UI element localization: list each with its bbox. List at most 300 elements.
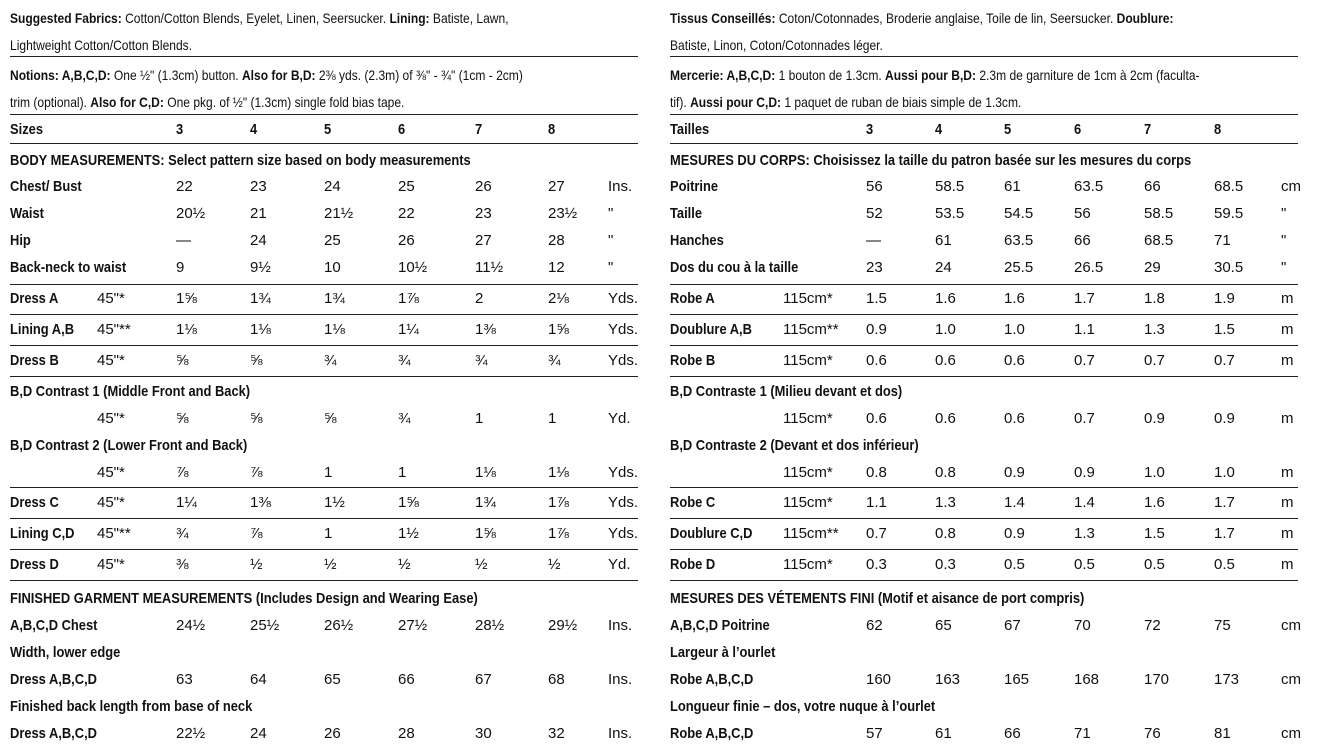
row-value: ½ xyxy=(475,556,488,573)
row-value: 2⅛ xyxy=(548,290,569,307)
row-value: 1 xyxy=(398,464,407,481)
row-value: 24 xyxy=(935,259,952,276)
row-value: 70 xyxy=(1074,617,1091,634)
row-value: 68 xyxy=(548,671,565,688)
row-label: Lining A,B xyxy=(10,321,75,338)
unit: " xyxy=(1281,259,1287,276)
row-value: 0.8 xyxy=(935,525,956,542)
row-value: 9 xyxy=(176,259,185,276)
row-value: 54.5 xyxy=(1004,205,1034,222)
row-value: 56 xyxy=(1074,205,1091,222)
also-cd-label: Aussi pour C,D: xyxy=(690,94,782,110)
finished-chest-row xyxy=(10,612,638,639)
divider xyxy=(670,345,1298,346)
row-value: 25 xyxy=(324,232,341,249)
row-value: 0.3 xyxy=(866,556,887,573)
yardage-row xyxy=(10,489,638,516)
divider xyxy=(670,114,1298,115)
row-value: 1 xyxy=(324,464,333,481)
row-value: 72 xyxy=(1144,617,1161,634)
unit: m xyxy=(1281,352,1294,369)
row-value: 1.1 xyxy=(866,494,887,511)
divider xyxy=(670,376,1298,377)
fabric-width: 45"* xyxy=(97,410,125,427)
row-value: 68.5 xyxy=(1214,178,1244,195)
row-value: 0.6 xyxy=(1004,352,1025,369)
row-value: 1.5 xyxy=(866,290,887,307)
fabric-width: 45"** xyxy=(97,525,131,542)
notions-line2: trim (optional). xyxy=(10,94,91,110)
unit: cm xyxy=(1281,617,1301,634)
fabric-width: 115cm** xyxy=(783,321,839,338)
row-value: 12 xyxy=(548,259,565,276)
row-value: 58.5 xyxy=(935,178,965,195)
unit: Yds. xyxy=(608,352,639,369)
row-value: 1 xyxy=(548,410,557,427)
row-value: ⅝ xyxy=(250,352,263,369)
notions-text2b: One pkg. of ½" (1.3cm) single fold bias tape. xyxy=(163,94,405,110)
row-value: 1.5 xyxy=(1144,525,1165,542)
row-value: 0.9 xyxy=(1074,464,1095,481)
divider xyxy=(10,487,638,488)
row-value: 1.0 xyxy=(1214,464,1235,481)
row-value: 66 xyxy=(398,671,415,688)
fabrics-text: Cotton/Cotton Blends, Eyelet, Linen, Seersucker. xyxy=(121,10,390,26)
contrast1-row xyxy=(670,405,1298,432)
row-value: 0.7 xyxy=(1214,352,1235,369)
also-bd-label: Also for B,D: xyxy=(241,67,316,83)
divider xyxy=(670,580,1298,581)
row-label: A,B,C,D Chest xyxy=(10,617,98,634)
fabric-width: 115cm* xyxy=(783,352,833,369)
unit: Yds. xyxy=(608,321,639,338)
unit: cm xyxy=(1281,725,1301,742)
body-measurements-title: BODY MEASUREMENTS: Select pattern size based on body measurements xyxy=(10,152,471,169)
body-row xyxy=(10,254,638,281)
finished-back-row xyxy=(670,720,1301,747)
body-row xyxy=(670,227,1298,254)
row-label: Doublure A,B xyxy=(670,321,752,338)
unit: " xyxy=(1281,232,1287,249)
row-value: 71 xyxy=(1074,725,1091,742)
row-label: Robe B xyxy=(670,352,716,369)
fabrics-note xyxy=(10,5,638,59)
row-value: 0.9 xyxy=(1144,410,1165,427)
row-value: 1⅝ xyxy=(475,525,496,542)
row-value: 163 xyxy=(935,671,961,688)
body-measurements-title: MESURES DU CORPS: Choisissez la taille du patron basée sur les mesures du corps xyxy=(670,152,1192,169)
row-value: 3 xyxy=(866,121,874,138)
fabric-width: 115cm* xyxy=(783,410,833,427)
row-value: 76 xyxy=(1144,725,1161,742)
row-label: Waist xyxy=(10,205,44,222)
row-value: 0.6 xyxy=(1004,410,1025,427)
row-value: 23 xyxy=(475,205,492,222)
row-value: 65 xyxy=(935,617,952,634)
row-value: 53.5 xyxy=(935,205,965,222)
row-value: 27 xyxy=(548,178,565,195)
row-value: 1.7 xyxy=(1214,525,1235,542)
row-value: 32 xyxy=(548,725,565,742)
unit: " xyxy=(1281,205,1287,222)
row-value: 26 xyxy=(475,178,492,195)
yardage-row xyxy=(670,285,1298,312)
fabrics-line2: Lightweight Cotton/Cotton Blends. xyxy=(10,37,193,53)
row-value: — xyxy=(866,232,881,249)
body-row xyxy=(10,173,638,200)
unit: Ins. xyxy=(608,725,633,742)
row-value: 0.7 xyxy=(866,525,887,542)
divider xyxy=(10,549,638,550)
row-value: 7 xyxy=(1144,121,1152,138)
row-value: 22½ xyxy=(176,725,206,742)
row-value: 62 xyxy=(866,617,883,634)
body-row xyxy=(670,200,1298,227)
contrast2-row xyxy=(670,459,1298,486)
row-value: 24 xyxy=(324,178,341,195)
row-value: 27½ xyxy=(398,617,428,634)
yardage-row xyxy=(670,316,1298,343)
fabric-width: 115cm* xyxy=(783,464,833,481)
row-value: 1¼ xyxy=(398,321,419,338)
row-value: 1.4 xyxy=(1074,494,1095,511)
row-value: 0.5 xyxy=(1004,556,1025,573)
row-value: 66 xyxy=(1074,232,1091,249)
row-value: 170 xyxy=(1144,671,1170,688)
row-value: 26.5 xyxy=(1074,259,1104,276)
row-value: 20½ xyxy=(176,205,206,222)
yardage-row xyxy=(670,551,1298,578)
row-label: A,B,C,D Poitrine xyxy=(670,617,770,634)
notions-line2: tif). xyxy=(670,94,691,110)
row-value: 27 xyxy=(475,232,492,249)
unit: Ins. xyxy=(608,671,633,688)
row-value: 1⅞ xyxy=(548,494,569,511)
divider xyxy=(10,345,638,346)
finished-chest-row xyxy=(670,612,1301,639)
row-value: 0.7 xyxy=(1144,352,1165,369)
contrast1-title: B,D Contraste 1 (Milieu devant et dos) xyxy=(670,383,903,400)
row-value: 23½ xyxy=(548,205,578,222)
row-value: 66 xyxy=(1004,725,1021,742)
row-value: 21½ xyxy=(324,205,354,222)
unit: " xyxy=(608,205,614,222)
row-value: 75 xyxy=(1214,617,1231,634)
divider xyxy=(10,518,638,519)
row-value: ⅜ xyxy=(176,556,189,573)
finished-back-row xyxy=(10,720,638,747)
fabrics-line2: Batiste, Linon, Coton/Cotonnades léger. xyxy=(670,37,883,53)
row-label: Robe C xyxy=(670,494,716,511)
row-value: 1⅞ xyxy=(548,525,569,542)
row-value: 1⅛ xyxy=(548,464,569,481)
row-value: 0.8 xyxy=(935,464,956,481)
width-title: Largeur à l’ourlet xyxy=(670,644,776,661)
also-cd-label: Also for C,D: xyxy=(90,94,164,110)
unit: Ins. xyxy=(608,617,633,634)
row-value: 173 xyxy=(1214,671,1240,688)
unit: m xyxy=(1281,290,1294,307)
divider xyxy=(670,549,1298,550)
row-value: 1¾ xyxy=(250,290,271,307)
divider xyxy=(10,143,638,144)
row-value: 0.9 xyxy=(1004,464,1025,481)
fabric-width: 45"* xyxy=(97,290,125,307)
yardage-row xyxy=(670,520,1298,547)
row-value: 1⅝ xyxy=(398,494,419,511)
row-value: 1.7 xyxy=(1074,290,1095,307)
row-value: ¾ xyxy=(398,352,411,369)
also-bd-label: Aussi pour B,D: xyxy=(885,67,977,83)
body-row xyxy=(670,254,1298,281)
divider xyxy=(10,314,638,315)
row-value: 1.8 xyxy=(1144,290,1165,307)
row-value: 0.3 xyxy=(935,556,956,573)
row-label: Sizes xyxy=(10,121,43,138)
row-value: 7 xyxy=(475,121,483,138)
fabric-width: 45"** xyxy=(97,321,131,338)
unit: " xyxy=(608,232,614,249)
unit: m xyxy=(1281,494,1294,511)
row-value: 10 xyxy=(324,259,341,276)
unit: " xyxy=(608,259,614,276)
notions-text: One ½" (1.3cm) button. xyxy=(110,67,242,83)
row-value: 4 xyxy=(250,121,258,138)
row-value: 10½ xyxy=(398,259,428,276)
row-value: 1½ xyxy=(398,525,419,542)
lining-text: Batiste, Lawn, xyxy=(429,10,509,26)
row-label: Tailles xyxy=(670,121,710,138)
row-value: 5 xyxy=(324,121,332,138)
row-value: 1⅝ xyxy=(548,321,569,338)
row-value: 1.3 xyxy=(935,494,956,511)
row-label: Dress C xyxy=(10,494,59,511)
row-value: 0.5 xyxy=(1214,556,1235,573)
row-value: 63 xyxy=(176,671,193,688)
row-value: 28 xyxy=(548,232,565,249)
row-value: 1.3 xyxy=(1074,525,1095,542)
row-value: 0.6 xyxy=(935,352,956,369)
back-length-title: Longueur finie – dos, votre nuque à l’ourlet xyxy=(670,698,936,715)
row-value: 52 xyxy=(866,205,883,222)
row-label: Dress A xyxy=(10,290,59,307)
row-value: 61 xyxy=(935,232,952,249)
row-value: 66 xyxy=(1144,178,1161,195)
row-value: 24½ xyxy=(176,617,206,634)
finished-width-row xyxy=(10,666,638,693)
fabric-width: 45"* xyxy=(97,352,125,369)
row-value: 0.9 xyxy=(1214,410,1235,427)
width-title: Width, lower edge xyxy=(10,644,121,661)
yardage-row xyxy=(670,489,1298,516)
notions-note xyxy=(10,62,638,116)
divider xyxy=(10,56,638,57)
row-value: 0.6 xyxy=(866,410,887,427)
row-label: Doublure C,D xyxy=(670,525,753,542)
yardage-row xyxy=(10,285,638,312)
unit: Yds. xyxy=(608,290,639,307)
row-value: 1 xyxy=(324,525,333,542)
row-value: ⅝ xyxy=(324,410,337,427)
row-value: 1¾ xyxy=(324,290,345,307)
row-value: 2 xyxy=(475,290,484,307)
row-value: 24 xyxy=(250,232,267,249)
row-value: 1⅝ xyxy=(176,290,197,307)
row-label: Dress B xyxy=(10,352,59,369)
fabric-width: 45"* xyxy=(97,464,125,481)
row-label: Hip xyxy=(10,232,31,249)
contrast1-row xyxy=(10,405,638,432)
row-value: 0.6 xyxy=(935,410,956,427)
row-value: 65 xyxy=(324,671,341,688)
row-value: ⅞ xyxy=(176,464,189,481)
row-value: 1.3 xyxy=(1144,321,1165,338)
row-value: 61 xyxy=(1004,178,1021,195)
row-value: 25.5 xyxy=(1004,259,1034,276)
row-value: 165 xyxy=(1004,671,1030,688)
row-value: ⅝ xyxy=(176,410,189,427)
row-label: Robe A,B,C,D xyxy=(670,725,754,742)
row-value: 26½ xyxy=(324,617,354,634)
unit: m xyxy=(1281,410,1294,427)
body-row xyxy=(10,200,638,227)
row-value: 64 xyxy=(250,671,267,688)
row-label: Robe A xyxy=(670,290,715,307)
unit: Yd. xyxy=(608,556,631,573)
row-value: 26 xyxy=(324,725,341,742)
unit: m xyxy=(1281,525,1294,542)
row-value: 25 xyxy=(398,178,415,195)
row-value: 0.7 xyxy=(1074,410,1095,427)
row-value: 1.6 xyxy=(1004,290,1025,307)
row-value: 6 xyxy=(398,121,406,138)
fabrics-label: Tissus Conseillés: xyxy=(670,10,776,26)
row-value: 29½ xyxy=(548,617,578,634)
row-value: ¾ xyxy=(398,410,411,427)
unit: m xyxy=(1281,556,1294,573)
divider xyxy=(10,376,638,377)
body-row xyxy=(10,227,638,254)
yardage-row xyxy=(10,520,638,547)
row-value: ⅞ xyxy=(250,464,263,481)
row-value: 28 xyxy=(398,725,415,742)
unit: Yds. xyxy=(608,494,639,511)
row-value: 63.5 xyxy=(1074,178,1104,195)
notions-text2b: 1 paquet de ruban de biais simple de 1.3cm. xyxy=(781,94,1022,110)
row-value: ⅝ xyxy=(176,352,189,369)
unit: Yds. xyxy=(608,525,639,542)
row-value: 168 xyxy=(1074,671,1100,688)
row-value: 30.5 xyxy=(1214,259,1244,276)
row-value: 67 xyxy=(475,671,492,688)
row-value: 3 xyxy=(176,121,184,138)
row-value: 56 xyxy=(866,178,883,195)
row-value: ¾ xyxy=(324,352,337,369)
yardage-row xyxy=(670,347,1298,374)
row-value: 160 xyxy=(866,671,892,688)
row-label: Dress A,B,C,D xyxy=(10,671,97,688)
row-value: 1.6 xyxy=(1144,494,1165,511)
contrast2-title: B,D Contrast 2 (Lower Front and Back) xyxy=(10,437,248,454)
notions-label: Notions: A,B,C,D: xyxy=(10,67,111,83)
row-value: 1.9 xyxy=(1214,290,1235,307)
fabrics-text: Coton/Cotonnades, Broderie anglaise, Toile de lin, Seersucker. xyxy=(775,10,1117,26)
row-value: ½ xyxy=(398,556,411,573)
row-value: 71 xyxy=(1214,232,1231,249)
row-value: 24 xyxy=(250,725,267,742)
row-value: 58.5 xyxy=(1144,205,1174,222)
row-value: ⅝ xyxy=(250,410,263,427)
sizes-header xyxy=(670,116,1298,143)
row-value: 1.6 xyxy=(935,290,956,307)
row-value: ¾ xyxy=(548,352,561,369)
row-value: 21 xyxy=(250,205,267,222)
row-label: Back-neck to waist xyxy=(10,259,127,276)
row-value: 1⅞ xyxy=(398,290,419,307)
unit: Yds. xyxy=(608,464,639,481)
row-value: 28½ xyxy=(475,617,505,634)
divider xyxy=(670,56,1298,57)
divider xyxy=(670,518,1298,519)
row-label: Dress D xyxy=(10,556,59,573)
row-value: 0.6 xyxy=(866,352,887,369)
row-value: 23 xyxy=(250,178,267,195)
row-value: 25½ xyxy=(250,617,280,634)
row-value: 9½ xyxy=(250,259,271,276)
row-label: Taille xyxy=(670,205,703,222)
row-value: 1⅛ xyxy=(475,464,496,481)
row-value: 1¾ xyxy=(475,494,496,511)
row-value: 0.5 xyxy=(1144,556,1165,573)
unit: m xyxy=(1281,464,1294,481)
divider xyxy=(670,487,1298,488)
row-value: 81 xyxy=(1214,725,1231,742)
row-value: 0.9 xyxy=(866,321,887,338)
row-value: 63.5 xyxy=(1004,232,1034,249)
row-label: Dos du cou à la taille xyxy=(670,259,799,276)
fabric-width: 45"* xyxy=(97,556,125,573)
row-value: 6 xyxy=(1074,121,1082,138)
row-value: ¾ xyxy=(176,525,189,542)
row-value: 1⅛ xyxy=(324,321,345,338)
row-value: — xyxy=(176,232,191,249)
notions-label: Mercerie: A,B,C,D: xyxy=(670,67,776,83)
finished-title: MESURES DES VÉTEMENTS FINI (Motif et aisance de port compris) xyxy=(670,590,1085,607)
row-value: ¾ xyxy=(475,352,488,369)
row-value: 30 xyxy=(475,725,492,742)
row-value: 1.0 xyxy=(1004,321,1025,338)
unit: cm xyxy=(1281,178,1301,195)
unit: Yd. xyxy=(608,410,631,427)
notions-text: 1 bouton de 1.3cm. xyxy=(775,67,886,83)
yardage-row xyxy=(10,347,638,374)
row-label: Robe A,B,C,D xyxy=(670,671,754,688)
fabrics-label: Suggested Fabrics: xyxy=(10,10,122,26)
row-value: 23 xyxy=(866,259,883,276)
row-value: ⅞ xyxy=(250,525,263,542)
fabric-width: 115cm** xyxy=(783,525,839,542)
row-value: 8 xyxy=(1214,121,1222,138)
row-value: 61 xyxy=(935,725,952,742)
body-row xyxy=(670,173,1301,200)
yardage-row xyxy=(10,316,638,343)
row-value: 26 xyxy=(398,232,415,249)
row-value: 1.4 xyxy=(1004,494,1025,511)
contrast2-title: B,D Contraste 2 (Devant et dos inférieur) xyxy=(670,437,919,454)
row-label: Poitrine xyxy=(670,178,719,195)
finished-width-row xyxy=(670,666,1301,693)
row-label: Lining C,D xyxy=(10,525,75,542)
